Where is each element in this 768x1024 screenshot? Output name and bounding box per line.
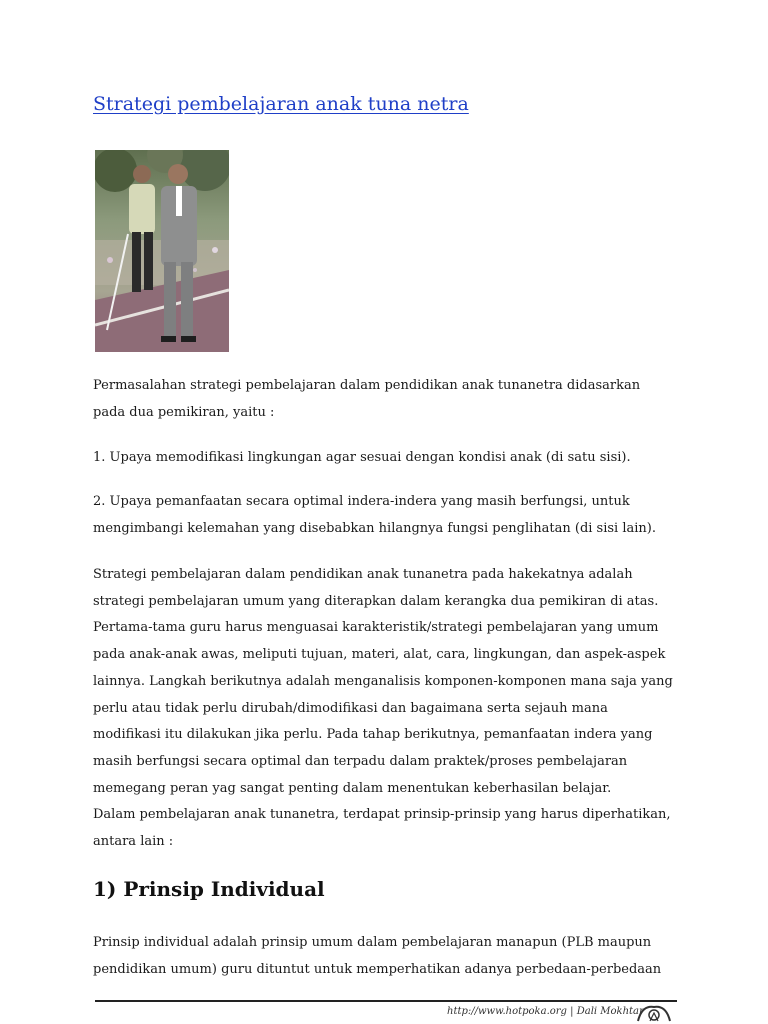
- body-paragraph-2: Dalam pembelajaran anak tunanetra, terdapat prinsip-prinsip yang harus diperhatikan, antara lain :: [93, 807, 671, 850]
- page-title-link[interactable]: Strategi pembelajaran anak tuna netra: [93, 93, 469, 115]
- section-heading: 1) Prinsip Individual: [93, 877, 325, 901]
- intro-paragraph: Permasalahan strategi pembelajaran dalam pendidikan anak tunanetra didasarkan pada dua pemikiran, yaitu :: [93, 378, 641, 420]
- list-item-1: 1. Upaya memodifikasi lingkungan agar sesuai dengan kondisi anak (di satu sisi).: [93, 450, 631, 465]
- footer-credit: [447, 1006, 644, 1017]
- footer-separator: |: [570, 1006, 574, 1017]
- footer-url[interactable]: http://www.hotpoka.org: [447, 1006, 567, 1017]
- footer-author: Dali Mokhtar: [576, 1006, 644, 1017]
- body-paragraph-1: Strategi pembelajaran dalam pendidikan anak tunanetra pada hakekatnya adalah strategi pembelajaran umum yang diterapkan dalam kerangka dua pemikiran di atas. Pertama-tama guru harus menguasai karakteristik/strategi pembelajaran yang umum pada anak-anak awas, meliputi tujuan, materi, alat, cara, lingkungan, dan aspek-aspek lainnya. Langkah berikutnya adalah menganalisis komponen-komponen mana saja yang perlu atau tidak perlu dirubah/dimodifikasi dan bagaimana serta sejauh mana modifikasi itu dilakukan jika perlu. Pada tahap berikutnya, pemanfaatan indera yang masih berfungsi secara optimal dan terpadu dalam praktek/proses pembelajaran memegang peran yag sangat penting dalam menentukan keberhasilan belajar.: [93, 567, 673, 796]
- footer-logo-icon: [636, 1003, 672, 1023]
- principle-paragraph: Prinsip individual adalah prinsip umum dalam pembelajaran manapun (PLB maupun pendidikan umum) guru dituntut untuk memperhatikan adanya perbedaan-perbedaan: [93, 935, 662, 977]
- article-photo: [95, 150, 229, 352]
- footer-divider: [95, 1000, 677, 1002]
- body-section: [93, 562, 673, 856]
- photo-two-men-walking: [95, 150, 229, 352]
- list-item-2: 2. Upaya pemanfaatan secara optimal indera-indera yang masih berfungsi, untuk mengimbangi kelemahan yang disebabkan hilangnya fungsi penglihatan (di sisi lain).: [93, 494, 656, 536]
